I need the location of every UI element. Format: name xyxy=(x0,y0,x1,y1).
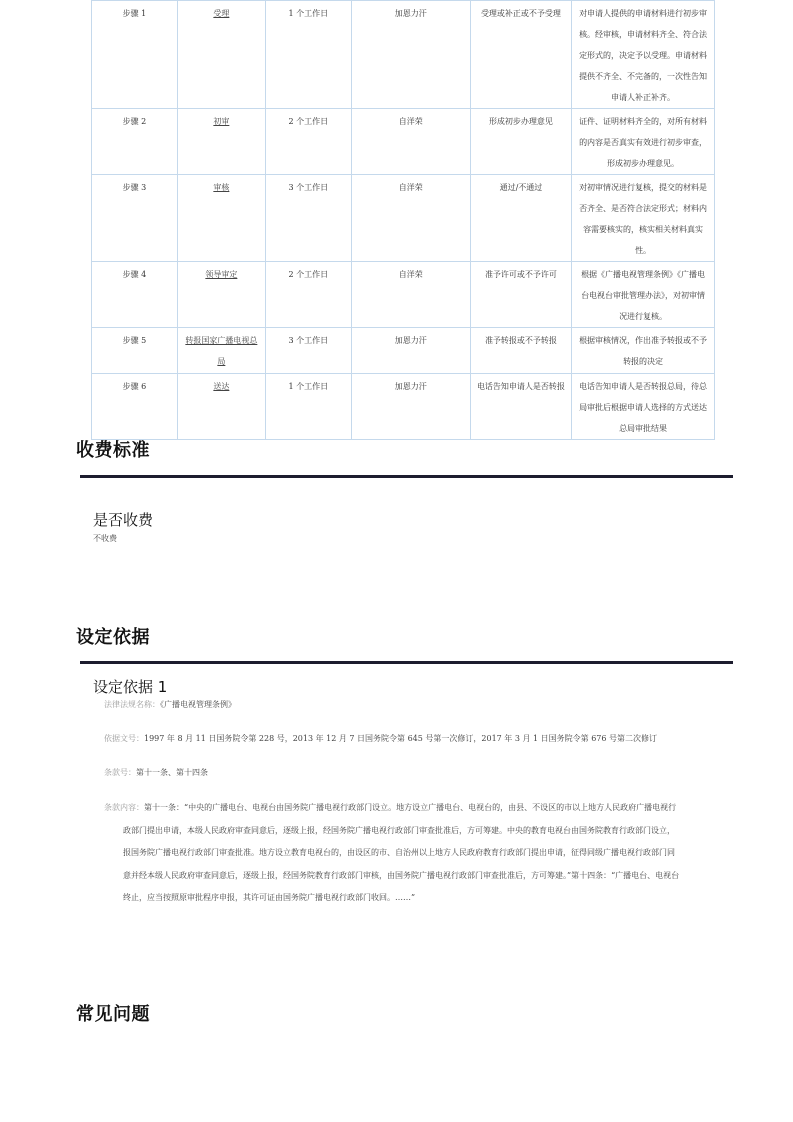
section-divider xyxy=(80,661,733,664)
step-description: 对申请人提供的申请材料进行初步审核。经审核，申请材料齐全、符合法定形式的，决定予以受理。申请材料提供不齐全、不完备的，一次性告知申请人补正补齐。 xyxy=(572,1,715,109)
table-row xyxy=(92,109,715,175)
step-time: 1 个工作日 xyxy=(265,374,351,440)
step-number: 步骤 3 xyxy=(92,175,178,262)
step-name-link[interactable]: 送达 xyxy=(177,374,265,440)
step-result: 电话告知申请人是否转报 xyxy=(470,374,571,440)
step-description: 证件、证明材料齐全的，对所有材料的内容是否真实有效进行初步审查，形成初步办理意见。 xyxy=(572,109,715,175)
step-result: 形成初步办理意见 xyxy=(470,109,571,175)
law-name-value: 《广播电视管理条例》 xyxy=(160,700,236,709)
step-person: 加恩力汗 xyxy=(351,328,470,374)
step-description: 根据审核情况，作出准予转报或不予转报的决定 xyxy=(572,328,715,374)
step-name-link[interactable]: 审核 xyxy=(177,175,265,262)
step-result: 准予许可或不予许可 xyxy=(470,262,571,328)
process-steps-table xyxy=(91,0,715,440)
step-number: 步骤 5 xyxy=(92,328,178,374)
step-description: 根据《广播电视管理条例》《广播电台电视台审批管理办法》，对初审情况进行复核。 xyxy=(572,262,715,328)
step-name-link[interactable]: 初审 xyxy=(177,109,265,175)
step-description: 电话告知申请人是否转报总局，待总局审批后根据申请人选择的方式送达总局审批结果 xyxy=(572,374,715,440)
step-person: 自洋荣 xyxy=(351,175,470,262)
step-person: 自洋荣 xyxy=(351,109,470,175)
doc-number-row xyxy=(104,733,657,744)
step-name-link[interactable]: 领导审定 xyxy=(177,262,265,328)
article-number-value: 第十一条、第十四条 xyxy=(136,768,208,777)
step-name-link[interactable]: 受理 xyxy=(177,1,265,109)
step-number: 步骤 6 xyxy=(92,374,178,440)
step-result: 受理或补正或不予受理 xyxy=(470,1,571,109)
article-number-label: 条款号： xyxy=(104,768,136,777)
doc-number-label: 依据文号： xyxy=(104,734,144,743)
step-person: 加恩力汗 xyxy=(351,374,470,440)
step-number: 步骤 4 xyxy=(92,262,178,328)
step-result: 准予转报或不予转报 xyxy=(470,328,571,374)
step-person: 加恩力汗 xyxy=(351,1,470,109)
step-description: 对初审情况进行复核，提交的材料是否齐全、是否符合法定形式；材料内容需要核实的，核实相关材料真实性。 xyxy=(572,175,715,262)
step-person: 自洋荣 xyxy=(351,262,470,328)
doc-number-value: 1997 年 8 月 11 日国务院令第 228 号，2013 年 12 月 7 日国务院令第 645 号第一次修订，2017 年 3 月 1 日国务院令第 676 号第二次修订 xyxy=(144,734,658,743)
step-number: 步骤 2 xyxy=(92,109,178,175)
article-content-label: 条款内容： xyxy=(104,803,144,812)
table-row xyxy=(92,374,715,440)
section-divider xyxy=(80,475,733,478)
fee-value: 不收费 xyxy=(93,534,117,543)
fee-sub-title: 是否收费 xyxy=(93,511,154,529)
law-name-row xyxy=(104,699,236,710)
step-time: 2 个工作日 xyxy=(265,262,351,328)
basis-section-title: 设定依据 xyxy=(76,627,150,648)
table-row xyxy=(92,1,715,109)
table-row xyxy=(92,328,715,374)
step-result: 通过/不通过 xyxy=(470,175,571,262)
faq-section-title: 常见问题 xyxy=(76,1004,150,1025)
step-time: 1 个工作日 xyxy=(265,1,351,109)
table-row xyxy=(92,262,715,328)
step-time: 3 个工作日 xyxy=(265,175,351,262)
fee-section-title: 收费标准 xyxy=(76,440,150,461)
article-number-row xyxy=(104,767,208,778)
table-row xyxy=(92,175,715,262)
step-number: 步骤 1 xyxy=(92,1,178,109)
law-name-label: 法律法规名称： xyxy=(104,700,160,709)
step-name-link[interactable]: 转报国家广播电视总局 xyxy=(177,328,265,374)
step-time: 2 个工作日 xyxy=(265,109,351,175)
article-content xyxy=(104,797,682,910)
article-content-value: 第十一条：“中央的广播电台、电视台由国务院广播电视行政部门设立。地方设立广播电台、电视台的，由县、不设区的市以上地方人民政府广播电视行政部门提出申请，本级人民政府审查同意后，逐级上报，经国务院广播电视行政部门审查批准后，方可筹建。中央的教育电视台由国务院教育行政部门设立，报国务院广播电视行政部门审查批准。地方设立教育电视台的，由设区的市、自治州以上地方人民政府教育行政部门提出申请，征得同级广播电视行政部门同意并经本级人民政府审查同意后，逐级上报，经国务院教育行政部门审核，由国务院广播电视行政部门审查批准后，方可筹建。”第十四条：“广播电台、电视台终止，应当按照原审批程序申报，其许可证由国务院广播电视行政部门收回。……” xyxy=(123,803,680,902)
step-time: 3 个工作日 xyxy=(265,328,351,374)
basis-sub-title: 设定依据 1 xyxy=(93,678,168,696)
